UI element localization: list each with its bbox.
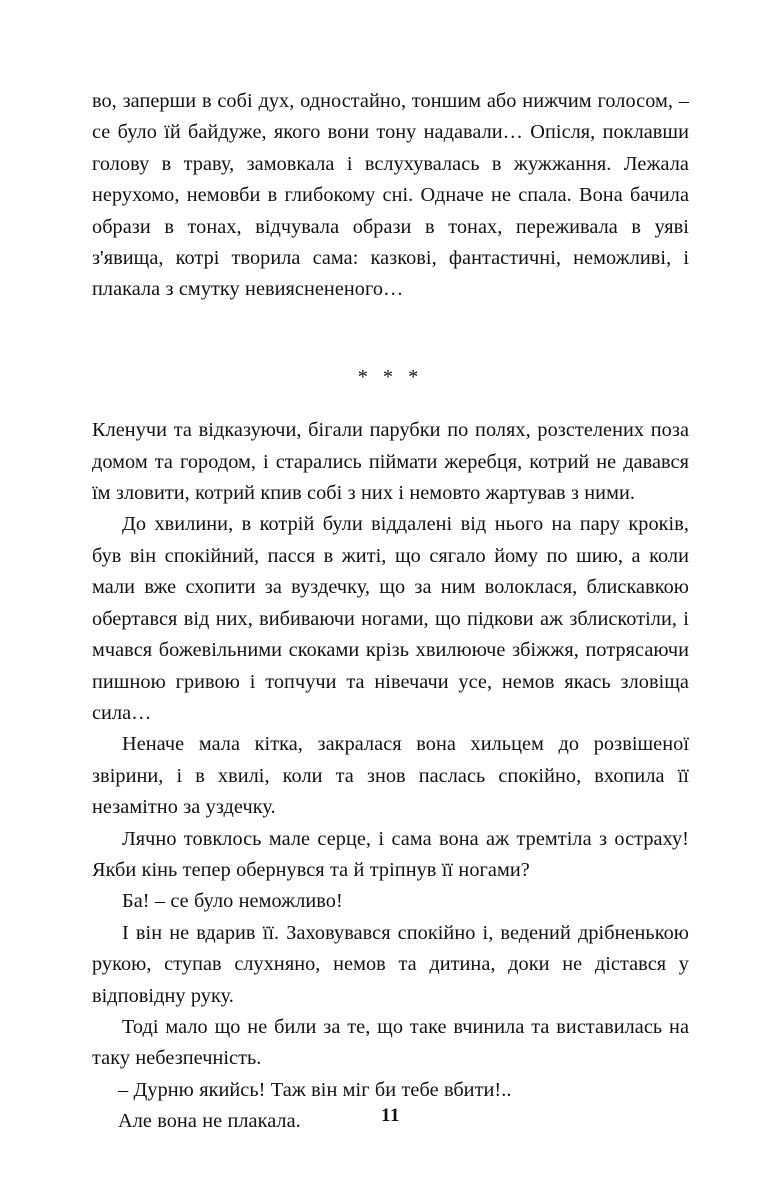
paragraph-horse-chase: До хвилини, в котрій були віддалені від нього на пару кроків, був він спокійний, пасся в житі, що сягало йому по шию, а коли мали вже схопити за вуздечку, що за ним волоклася, блискавкою обертався від них, вибиваючи ногами, що підкови аж зблискотіли, і мчався божевільними скоками крізь хвилююче збіжжя, потрясаючи пишною гривою і топчучи та нівечачи усе, немов якась зловіща сила…: [92, 513, 689, 724]
spacer-before-scene-break: [92, 306, 689, 362]
paragraph-fear: Лячно товклось мале серце, і сама вона аж тремтіла з остраху! Якби кінь тепер обернувся та й тріпнув її ногами?: [92, 827, 689, 881]
scene-break-asterisks: * * *: [357, 365, 424, 388]
paragraph-section-opening: Кленучи та відказуючи, бігали парубки по полях, розстелених поза домом та городом, і старались піймати жеребця, котрий не давався їм зловити, котрий кпив собі з них і немовто жартував з ними.: [92, 419, 689, 505]
page-number: 11: [381, 1105, 400, 1126]
paragraph-continuation: во, заперши в собі дух, одностайно, тоншим або нижчим голосом, – се було їй байдуже, якого вони тону надавали… Опісля, поклавши голову в траву, замовкала і вслухувалась в жужжання. Лежала нерухомо, немовби в глибокому сні. Одначе не спала. Вона бачила образи в тонах, відчувала образи в тонах, переживала в уяві з'явища, котрі творила сама: казкові, фантастичні, неможливі, і плакала з смутку невияснененого…: [92, 90, 689, 301]
paragraph-scolding: Тоді мало що не били за те, що таке вчинила та виставилась на таку небезпечність.: [92, 1015, 689, 1070]
paragraph-ba-exclamation: Ба! – се було неможливо!: [122, 890, 343, 913]
text-column: [92, 86, 689, 1138]
paragraph-cat-approach: Неначе мала кітка, закралася вона хильцем до розвішеної звірини, і в хвилі, коли та знов паслась спокійно, вхопила її незамітно за уздечку.: [92, 733, 689, 819]
spacer-after-scene-break: [92, 393, 689, 415]
paragraph-dialogue-line: – Дурню якийсь! Таж він міг би тебе вбити!..: [118, 1078, 512, 1101]
paragraph-closing-line: Але вона не плакала.: [118, 1110, 301, 1133]
paragraph-obedient-horse: І він не вдарив її. Заховувався спокійно і, ведений дрібненькою рукою, ступав слухняно, немов та дитина, доки не дістався у відповідну руку.: [92, 921, 689, 1007]
